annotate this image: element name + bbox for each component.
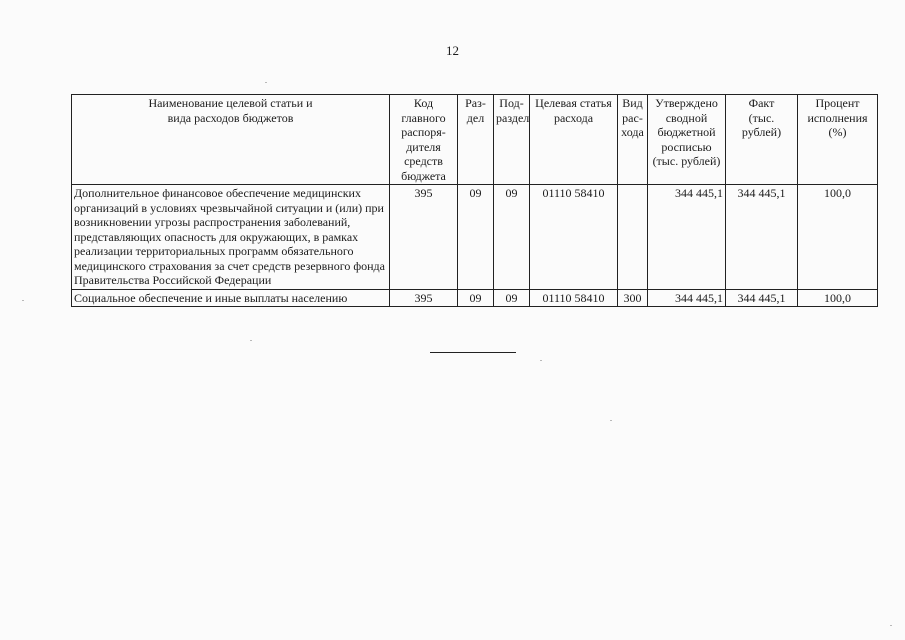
row-code: 395 bbox=[390, 289, 458, 307]
row-name: Социальное обеспечение и иные выплаты населению bbox=[72, 289, 390, 307]
row-approved: 344 445,1 bbox=[648, 289, 726, 307]
row-approved: 344 445,1 bbox=[648, 185, 726, 290]
scan-speck bbox=[610, 420, 612, 421]
row-percent: 100,0 bbox=[798, 185, 878, 290]
row-section: 09 bbox=[458, 289, 494, 307]
row-code: 395 bbox=[390, 185, 458, 290]
page-number: 12 bbox=[446, 43, 459, 58]
header-approved: Утверждено сводной бюджетной росписью (тыс. рублей) bbox=[648, 95, 726, 185]
separator-line bbox=[430, 352, 516, 353]
header-target-article: Целевая статья расхода bbox=[530, 95, 618, 185]
header-name: Наименование целевой статьи и вида расходов бюджетов bbox=[72, 95, 390, 185]
table-row bbox=[72, 289, 878, 307]
row-fact: 344 445,1 bbox=[726, 185, 798, 290]
header-fact: Факт (тыс. рублей) bbox=[726, 95, 798, 185]
row-name: Дополнительное финансовое обеспечение медицинских организаций в условиях чрезвычайной ситуации и (или) при возникновении угрозы распространения заболеваний, представляющих опасность для окружающих, в рамках реализации территориальных программ обязательного медицинского страхования за счет средств резервного фонда Правительства Российской Федерации bbox=[72, 185, 390, 290]
scan-speck bbox=[250, 340, 252, 341]
table-header-row bbox=[72, 95, 878, 185]
row-percent: 100,0 bbox=[798, 289, 878, 307]
header-expense-type: Вид рас- хода bbox=[618, 95, 648, 185]
header-subsection: Под- раздел bbox=[494, 95, 530, 185]
row-expense-type: 300 bbox=[618, 289, 648, 307]
scan-speck bbox=[265, 82, 267, 83]
budget-execution-table bbox=[71, 94, 878, 307]
row-target-article: 01110 58410 bbox=[530, 185, 618, 290]
scan-speck bbox=[890, 625, 892, 626]
header-percent: Процент исполнения (%) bbox=[798, 95, 878, 185]
scan-speck bbox=[22, 300, 24, 301]
header-section: Раз- дел bbox=[458, 95, 494, 185]
row-subsection: 09 bbox=[494, 185, 530, 290]
scan-speck bbox=[540, 360, 542, 361]
row-fact: 344 445,1 bbox=[726, 289, 798, 307]
row-expense-type bbox=[618, 185, 648, 290]
row-section: 09 bbox=[458, 185, 494, 290]
header-code: Код главного распоря- дителя средств бюджета bbox=[390, 95, 458, 185]
table-row bbox=[72, 185, 878, 290]
row-target-article: 01110 58410 bbox=[530, 289, 618, 307]
row-subsection: 09 bbox=[494, 289, 530, 307]
